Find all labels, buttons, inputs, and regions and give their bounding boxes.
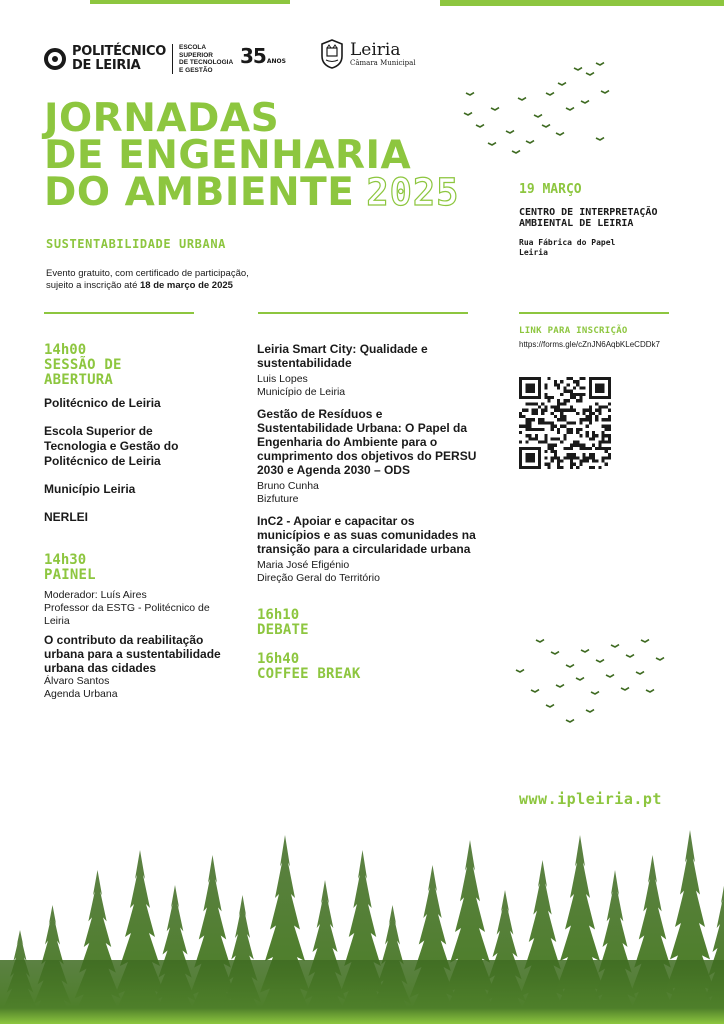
divider-rule-right <box>519 312 669 314</box>
opening-org: Escola Superior de Tecnologia e Gestão do Politécnico de Leiria <box>44 424 179 468</box>
bird-shape <box>611 645 619 647</box>
school-line2: DE TECNOLOGIA <box>179 59 234 66</box>
bird-shape <box>551 652 559 654</box>
website-link[interactable]: www.ipleiria.pt <box>519 790 662 808</box>
bird-shape <box>526 141 534 143</box>
event-title <box>44 96 460 215</box>
politecnico-logo <box>44 42 235 76</box>
top-accent-bar-left <box>90 0 290 4</box>
bird-shape <box>512 151 520 153</box>
bird-shape <box>491 108 499 110</box>
registration-note-text: Evento gratuito, com certificado de participação, sujeito a inscrição até <box>46 268 249 291</box>
bird-shape <box>596 660 604 662</box>
bird-shape <box>591 692 599 694</box>
panel-time: 14h30 <box>44 552 87 568</box>
talk-speaker: Álvaro Santos <box>44 675 110 687</box>
coffee-time: 16h40 <box>257 651 300 667</box>
panel-moderator-affiliation: Professor da ESTG - Politécnico de Leiria <box>44 602 210 627</box>
bird-shape <box>566 720 574 722</box>
qr-code-icon[interactable] <box>519 377 611 469</box>
bird-shape <box>606 675 614 677</box>
leiria-logo <box>318 38 416 70</box>
talk-affiliation: Direção Geral do Território <box>257 572 380 584</box>
leiria-crest-icon <box>318 38 346 70</box>
politecnico-logo-line2: DE LEIRIA <box>72 58 141 73</box>
bird-shape <box>506 131 514 133</box>
talk-affiliation: Município de Leiria <box>257 386 346 398</box>
anniversary-number: 35 <box>240 44 266 68</box>
bird-shape <box>574 68 582 70</box>
divider-rule-left <box>44 312 194 314</box>
birds-flock-icon <box>450 55 620 165</box>
bird-shape <box>542 125 550 127</box>
event-date: 19 MARÇO <box>519 182 582 197</box>
address-line1: Rua Fábrica do Papel <box>519 238 616 247</box>
registration-link[interactable]: https://forms.gle/cZnJN6AqbKLeCDDk7 <box>519 340 660 349</box>
opening-time: 14h00 <box>44 342 87 358</box>
talk-affiliation: Bizfuture <box>257 493 299 505</box>
coffee-heading: COFFEE BREAK <box>257 666 361 682</box>
bird-shape <box>534 115 542 117</box>
bird-shape <box>581 101 589 103</box>
bird-shape <box>464 113 472 115</box>
bird-shape <box>531 690 539 692</box>
registration-note <box>46 268 276 292</box>
bird-shape <box>466 93 474 95</box>
talk-speaker: Luis Lopes <box>257 373 308 385</box>
bird-shape <box>626 655 634 657</box>
bird-shape <box>476 125 484 127</box>
title-year: 2025 <box>366 171 460 214</box>
talk-title: Leiria Smart City: Qualidade e sustentabilidade <box>257 342 428 370</box>
bird-shape <box>488 143 496 145</box>
bird-shape <box>596 138 604 140</box>
bird-shape <box>576 678 584 680</box>
bird-shape <box>586 710 594 712</box>
school-line3: E GESTÃO <box>179 66 213 74</box>
program-column-left <box>44 342 244 701</box>
bird-shape <box>641 640 649 642</box>
top-accent-bar-right <box>440 0 724 6</box>
bird-shape <box>546 705 554 707</box>
event-subtitle: SUSTENTABILIDADE URBANA <box>46 237 226 251</box>
talk-affiliation: Agenda Urbana <box>44 688 118 700</box>
leiria-logo-name: Leiria <box>350 40 401 60</box>
registration-deadline: 18 de março de 2025 <box>140 280 233 291</box>
bird-shape <box>558 83 566 85</box>
bird-shape <box>556 685 564 687</box>
bird-shape <box>518 98 526 100</box>
registration-link-label: LINK PARA INSCRIÇÃO <box>519 326 628 336</box>
bird-shape <box>621 688 629 690</box>
talk-speaker: Bruno Cunha <box>257 480 319 492</box>
debate-heading: DEBATE <box>257 622 309 638</box>
bird-shape <box>536 640 544 642</box>
bird-shape <box>646 690 654 692</box>
bird-shape <box>556 133 564 135</box>
event-venue <box>519 207 709 229</box>
panel-heading: PAINEL <box>44 567 96 583</box>
panel-moderator: Moderador: Luís Aires <box>44 589 147 601</box>
talk-title: O contributo da reabilitação urbana para a sustentabilidade urbana das cidades <box>44 633 221 675</box>
bird-shape <box>636 672 644 674</box>
bird-shape <box>546 93 554 95</box>
program-column-middle <box>257 342 482 682</box>
bird-shape <box>581 650 589 652</box>
bird-shape <box>596 63 604 65</box>
anniversary-logo <box>240 44 286 68</box>
address-line2: Leiria <box>519 247 548 257</box>
title-line3: DO AMBIENTE <box>44 170 355 215</box>
talk-title: InC2 - Apoiar e capacitar os municípios e as suas comunidades na transição para a circularidade urbana <box>257 514 476 556</box>
politecnico-logo-icon <box>44 48 66 70</box>
bird-shape <box>516 670 524 672</box>
opening-heading-line2: ABERTURA <box>44 372 114 388</box>
opening-org: Município Leiria <box>44 482 136 496</box>
divider-rule-middle <box>258 312 468 314</box>
venue-line2: AMBIENTAL DE LEIRIA <box>519 218 634 229</box>
bird-shape <box>566 665 574 667</box>
bird-shape <box>656 658 664 660</box>
school-line1: ESCOLA SUPERIOR <box>179 44 213 59</box>
birds-flock-icon-lower <box>500 632 670 742</box>
venue-line1: CENTRO DE INTERPRETAÇÃO <box>519 207 658 218</box>
title-line2: DE ENGENHARIA <box>44 133 412 178</box>
opening-org: Politécnico de Leiria <box>44 396 161 410</box>
bird-shape <box>601 91 609 93</box>
logo-divider <box>172 44 173 74</box>
bird-shape <box>586 73 594 75</box>
talk-title: Gestão de Resíduos e Sustentabilidade Urbana: O Papel da Engenharia do Ambiente para o cumprimento dos objetivos do PERSU 2030 e Agenda 2030 – ODS <box>257 407 477 477</box>
title-line1: JORNADAS <box>44 96 280 141</box>
opening-org: NERLEI <box>44 510 89 524</box>
debate-time: 16h10 <box>257 607 300 623</box>
event-address <box>519 238 709 257</box>
leiria-logo-sub: Câmara Municipal <box>350 59 416 67</box>
bird-shape <box>566 108 574 110</box>
opening-heading-line1: SESSÃO DE <box>44 357 122 373</box>
anniversary-unit: ANOS <box>266 58 286 65</box>
forest-illustration <box>0 810 724 1024</box>
politecnico-logo-line1: POLITÉCNICO <box>72 44 166 59</box>
talk-speaker: Maria José Efigénio <box>257 559 350 571</box>
